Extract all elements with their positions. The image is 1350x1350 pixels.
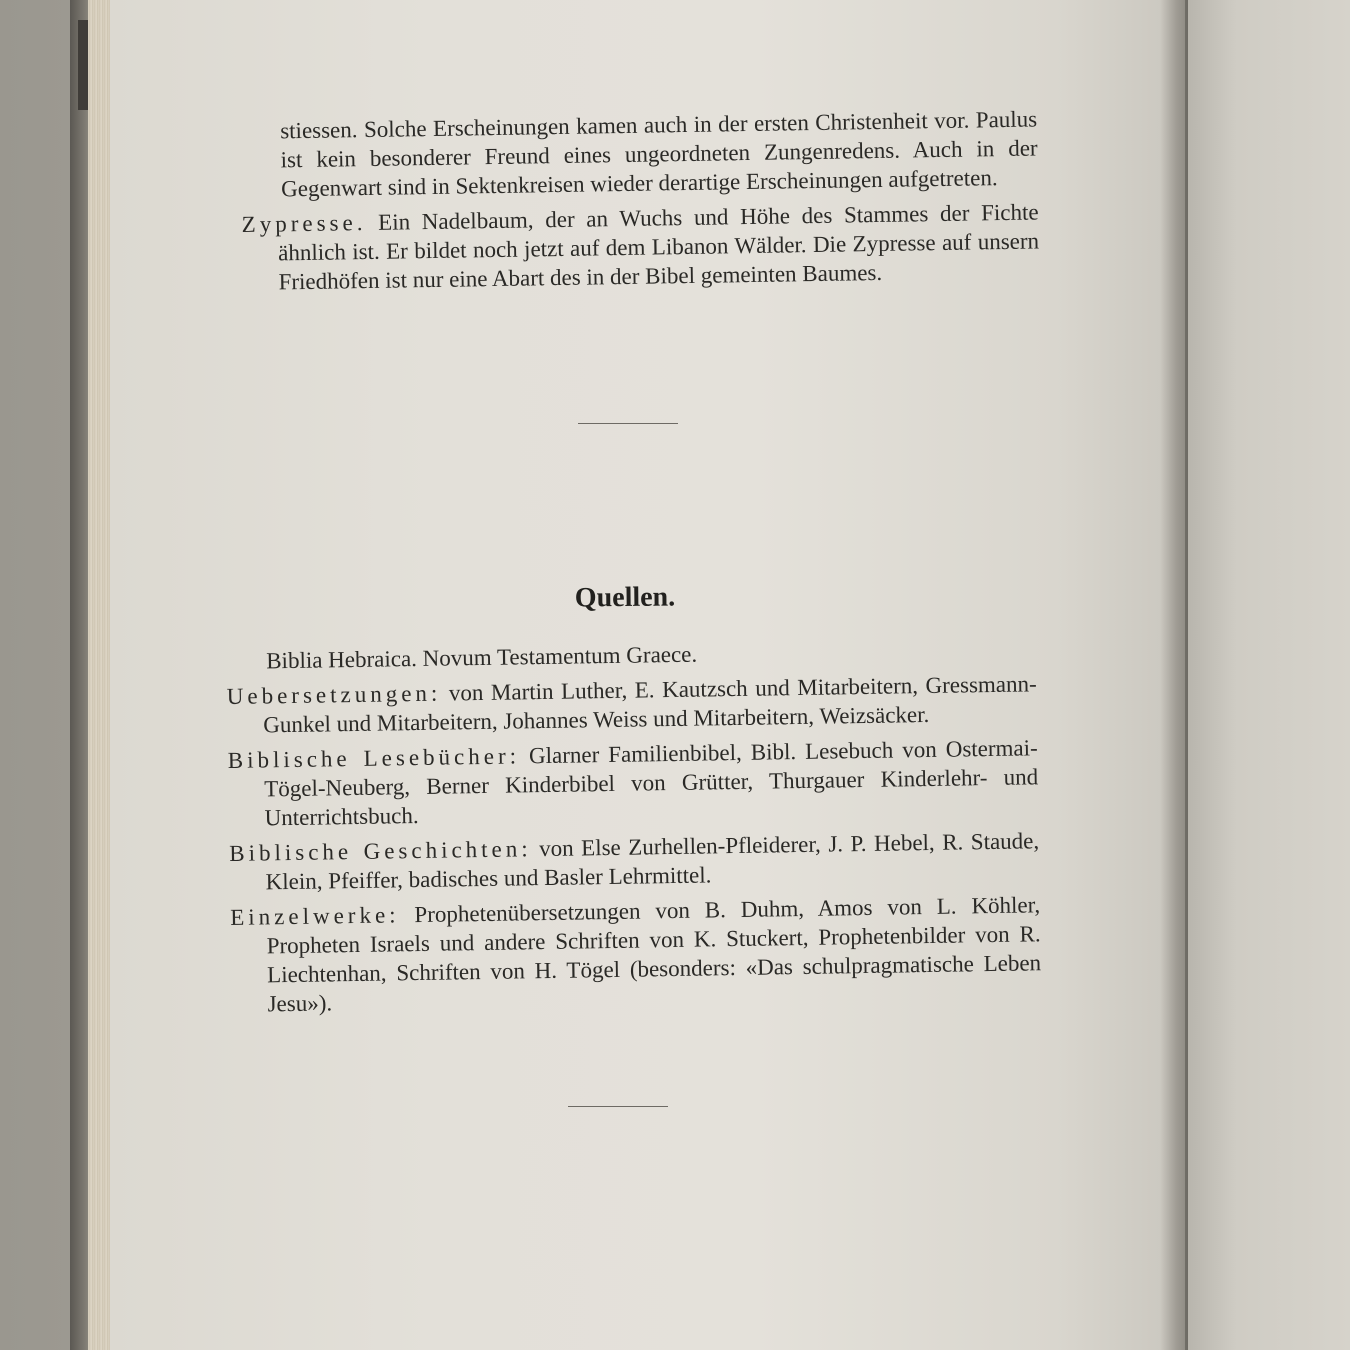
- facing-page: [1188, 0, 1350, 1350]
- source-text: von Else Zurhellen-Pfleiderer, J. P. Hebel, R. Staude, Klein, Pfeiffer, badisches und Basler Lehrmittel.: [265, 828, 1040, 895]
- glossary-entry-zypresse: [241, 197, 1039, 297]
- source-text: Prophetenübersetzungen von B. Duhm, Amos von L. Köhler, Propheten Israels und andere Schriften von K. Stuckert, Prophetenbilder von R. Liechtenhan, Schriften von H. Tögel (besonders: «Das schulpragmatische Leben Jesu»).: [266, 892, 1042, 1017]
- glossary-definition: Ein Nadelbaum, der an Wuchs und Höhe des Stammes der Fichte ähnlich ist. Er bildet noch jetzt auf dem Libanon Wälder. Die Zypresse auf unsern Friedhöfen ist nur eine Abart des in der Bibel gemeinten Baumes.: [277, 199, 1040, 295]
- source-term: Biblische Lesebücher:: [227, 743, 521, 773]
- source-term: Uebersetzungen:: [226, 680, 442, 709]
- glossary-continuation: [280, 104, 1038, 203]
- section-divider-bottom: [568, 1106, 668, 1107]
- glossary-section: [240, 104, 1040, 302]
- source-text: von Martin Luther, E. Kautzsch und Mitarbeitern, Gressmann-Gunkel und Mitarbeitern, Johannes Weiss und Mitarbeitern, Weizsäcker.: [263, 671, 1037, 738]
- sources-heading: Quellen.: [574, 581, 676, 614]
- glossary-term: Zypresse.: [241, 210, 367, 237]
- source-term: Biblische Geschichten:: [229, 836, 532, 866]
- continuation-text: stiessen. Solche Erscheinungen kamen auch in der ersten Christenheit vor. Paulus ist kein besonderer Freund eines ungeordneten Zungenredens. Auch in der Gegenwart sind in Sektenkreisen wieder derartige Erscheinungen aufgetreten.: [280, 106, 1038, 202]
- source-entry: [229, 826, 1040, 897]
- source-text: Glarner Familienbibel, Bibl. Lesebuch von Ostermai-Tögel-Neuberg, Berner Kinderbibel von Grütter, Thurgauer Kinderlehr- und Unterrichtsbuch.: [264, 735, 1039, 831]
- source-entry: [227, 669, 1038, 740]
- source-entry: [230, 890, 1042, 1019]
- sources-list: [226, 634, 1042, 1025]
- source-term: Einzelwerke:: [230, 902, 400, 930]
- page-gutter-shadow: [1160, 0, 1190, 1350]
- section-divider-top: [578, 423, 678, 424]
- source-entry: [228, 733, 1039, 833]
- sources-intro: Biblia Hebraica. Novum Testamentum Graece.: [266, 641, 698, 674]
